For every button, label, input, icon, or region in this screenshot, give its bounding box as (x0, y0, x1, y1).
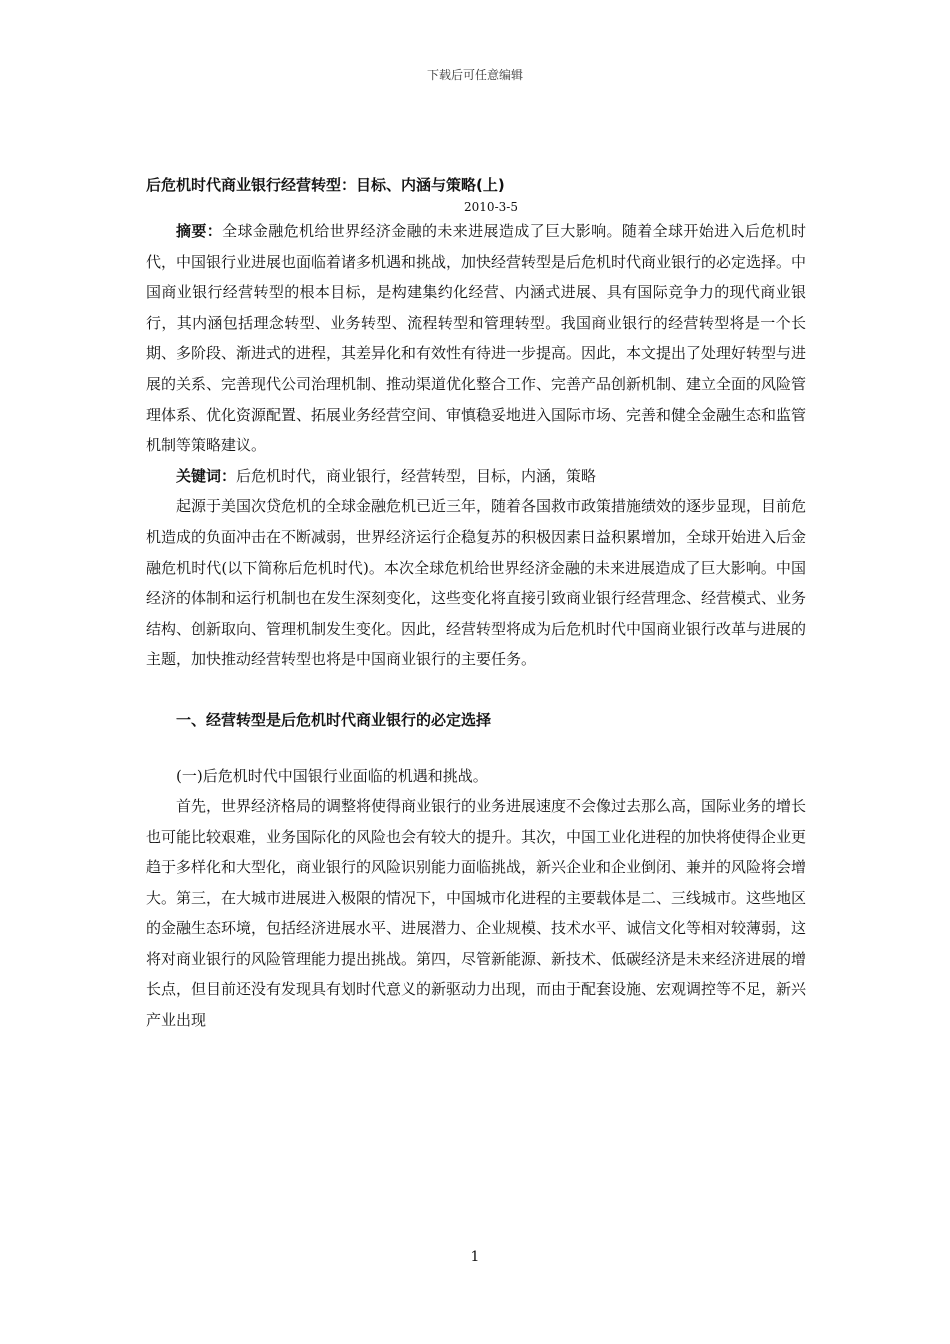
keywords-paragraph (146, 461, 806, 492)
document-body (146, 172, 806, 1036)
abstract-label: 摘要： (176, 222, 223, 240)
subsection-heading: (一)后危机时代中国银行业面临的机遇和挑战。 (176, 766, 488, 785)
keywords-text: 后危机时代，商业银行，经营转型，目标，内涵，策略 (236, 466, 597, 485)
abstract-paragraph (146, 216, 806, 461)
body-paragraph: 首先，世界经济格局的调整将使得商业银行的业务进展速度不会像过去那么高，国际业务的增长也可能比较艰难，业务国际化的风险也会有较大的提升。其次，中国工业化进程的加快将使得企业更趋于多样化和大型化，商业银行的风险识别能力面临挑战，新兴企业和企业倒闭、兼并的风险将会增大。第三，在大城市进展进入极限的情况下，中国城市化进程的主要载体是二、三线城市。这些地区的金融生态环境，包括经济进展水平、进展潜力、企业规模、技术水平、诚信文化等相对较薄弱，这将对商业银行的风险管理能力提出挑战。第四，尽管新能源、新技术、低碳经济是未来经济进展的增长点，但目前还没有发现具有划时代意义的新驱动力出现，而由于配套设施、宏观调控等不足，新兴产业出现 (146, 796, 807, 1030)
abstract-text: 全球金融危机给世界经济金融的未来进展造成了巨大影响。随着全球开始进入后危机时代，中国银行业进展也面临着诸多机遇和挑战，加快经营转型是后危机时代商业银行的必定选择。中国商业银行经营转型的根本目标，是构建集约化经营、内涵式进展、具有国际竞争力的现代商业银行，其内涵包括理念转型、业务转型、流程转型和管理转型。我国商业银行的经营转型将是一个长期、多阶段、渐进式的进程，其差异化和有效性有待进一步提高。因此，本文提出了处理好转型与进展的关系、完善现代公司治理机制、推动渠道优化整合工作、完善产品创新机制、建立全面的风险管理体系、优化资源配置、拓展业务经营空间、审慎稳妥地进入国际市场、完善和健全金融生态和监管机制等策略建议。 (146, 222, 807, 455)
keywords-label: 关键词： (176, 466, 237, 485)
article-title: 后危机时代商业银行经营转型：目标、内涵与策略(上) (146, 176, 505, 194)
page-number: 1 (470, 1249, 480, 1265)
section-heading: 一、经营转型是后危机时代商业银行的必定选择 (176, 710, 492, 729)
intro-paragraph: 起源于美国次贷危机的全球金融危机已近三年，随着各国救市政策措施绩效的逐步显现，目前危机造成的负面冲击在不断减弱，世界经济运行企稳复苏的积极因素日益积累增加，全球开始进入后金融危机时代(以下简称后危机时代)。本次全球危机给世界经济金融的未来进展造成了巨大影响。中国经济的体制和运行机制也在发生深刻变化，这些变化将直接引致商业银行经营理念、经营模式、业务结构、创新取向、管理机制发生变化。因此，经营转型将成为后危机时代中国商业银行改革与进展的主题，加快推动经营转型也将是中国商业银行的主要任务。 (146, 497, 807, 669)
page-header-note: 下载后可任意编辑 (426, 68, 523, 82)
article-date: 2010-3-5 (464, 200, 518, 214)
